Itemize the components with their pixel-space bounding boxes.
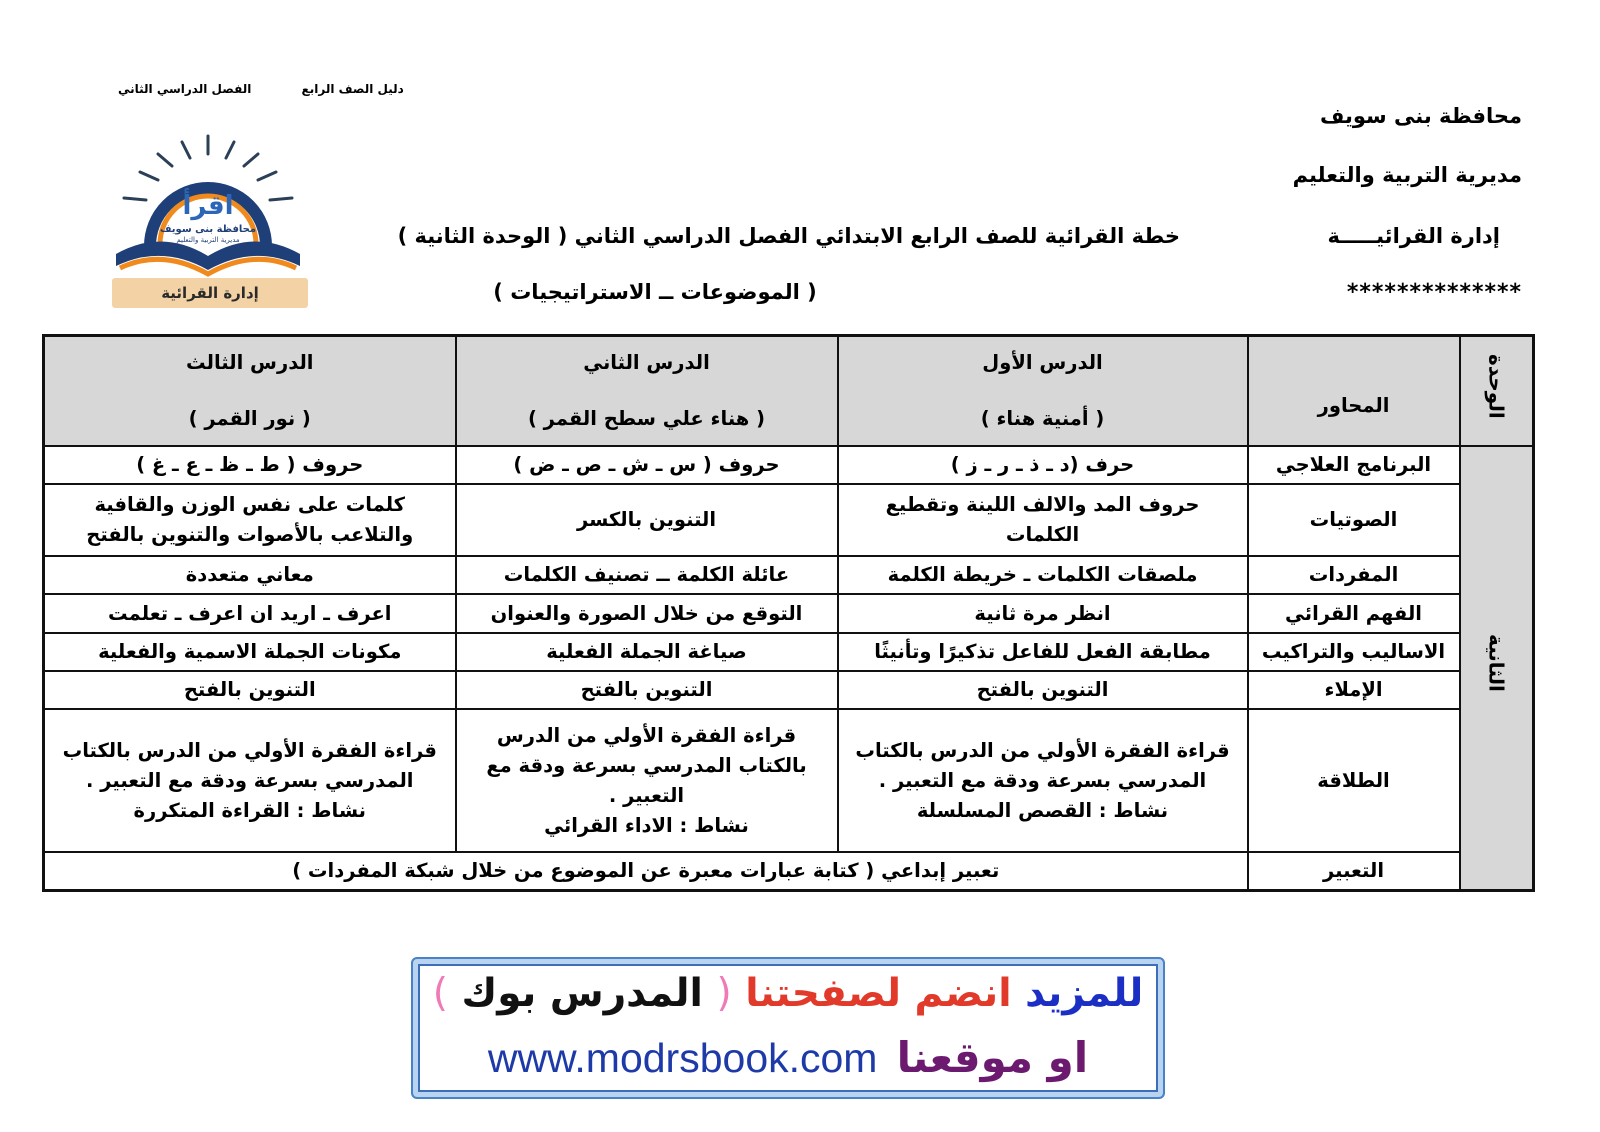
lesson-cell: مطابقة الفعل للفاعل تذكيرًا وتأنيثًا bbox=[838, 633, 1248, 671]
banner-join-text: انضم لصفحتنا bbox=[745, 971, 1012, 1016]
lesson-cell: معاني متعددة bbox=[44, 556, 456, 594]
term-label: الفصل الدراسي الثاني bbox=[118, 82, 252, 96]
banner-paren-open: ( bbox=[716, 971, 732, 1016]
table-row bbox=[44, 594, 1534, 632]
axis-cell: التعبير bbox=[1248, 852, 1460, 890]
axis-cell: المفردات bbox=[1248, 556, 1460, 594]
table-row bbox=[44, 446, 1534, 484]
axis-cell: الطلاقة bbox=[1248, 709, 1460, 852]
lesson-cell: اعرف ـ اريد ان اعرف ـ تعلمت bbox=[44, 594, 456, 632]
axis-cell: البرنامج العلاجي bbox=[1248, 446, 1460, 484]
lesson-cell: قراءة الفقرة الأولي من الدرس بالكتاب المدرسي بسرعة ودقة مع التعبير . نشاط : الاداء القرائي bbox=[456, 709, 838, 852]
lesson-cell: حروف المد والالف اللينة وتقطيع الكلمات bbox=[838, 484, 1248, 556]
plan-subtitle: ( الموضوعات ــ الاستراتيجيات ) bbox=[493, 280, 817, 304]
banner-page-name[interactable]: المدرس بوك bbox=[461, 971, 703, 1016]
lesson-cell: التوقع من خلال الصورة والعنوان bbox=[456, 594, 838, 632]
table-row bbox=[44, 633, 1534, 671]
banner-or-text: او موقعنا bbox=[896, 1033, 1089, 1082]
lesson-header-3: الدرس الثالث ( نور القمر ) bbox=[44, 336, 456, 446]
banner-more-text: للمزيد bbox=[1025, 971, 1144, 1016]
logo-line1: محافظة بنى سويف bbox=[159, 224, 257, 235]
logo-word: اقرأ bbox=[182, 191, 234, 221]
lesson-cell: التنوين بالفتح bbox=[838, 671, 1248, 709]
lesson-cell: قراءة الفقرة الأولي من الدرس بالكتاب المدرسي بسرعة ودقة مع التعبير . نشاط : القصص المسلسلة bbox=[838, 709, 1248, 852]
axis-cell: الفهم القرائي bbox=[1248, 594, 1460, 632]
lesson-cell: حرف (د ـ ذ ـ ر ـ ز ) bbox=[838, 446, 1248, 484]
lesson-cell: عائلة الكلمة ــ تصنيف الكلمات bbox=[456, 556, 838, 594]
promo-banner[interactable] bbox=[411, 957, 1165, 1099]
lesson-cell: حروف ( س ـ ش ـ ص ـ ض ) bbox=[456, 446, 838, 484]
guide-label: دليل الصف الرابع bbox=[301, 82, 404, 96]
table-row bbox=[44, 852, 1534, 890]
table-row bbox=[44, 671, 1534, 709]
banner-site-line bbox=[413, 1033, 1163, 1082]
lesson-cell: انظر مرة ثانية bbox=[838, 594, 1248, 632]
unit-name-cell: الثانية bbox=[1460, 446, 1534, 891]
logo-caption: إدارة القرائية bbox=[112, 278, 308, 308]
lesson-cell: التنوين بالكسر bbox=[456, 484, 838, 556]
axis-cell: الإملاء bbox=[1248, 671, 1460, 709]
lesson-cell: التنوين بالفتح bbox=[44, 671, 456, 709]
plan-title: خطة القرائية للصف الرابع الابتدائي الفصل الدراسي الثاني ( الوحدة الثانية ) bbox=[397, 224, 1180, 248]
logo-line2: مديرية التربية والتعليم bbox=[176, 236, 240, 244]
banner-paren-close: ) bbox=[432, 971, 448, 1016]
table-row bbox=[44, 484, 1534, 556]
expression-merged-cell: تعبير إبداعي ( كتابة عبارات معبرة عن الموضوع من خلال شبكة المفردات ) bbox=[44, 852, 1248, 890]
axis-cell: الصوتيات bbox=[1248, 484, 1460, 556]
department-title: إدارة القرائيـــــة bbox=[1327, 224, 1500, 248]
lesson-cell: التنوين بالفتح bbox=[456, 671, 838, 709]
table-row bbox=[44, 709, 1534, 852]
lesson-cell: كلمات على نفس الوزن والقافية والتلاعب بالأصوات والتنوين بالفتح bbox=[44, 484, 456, 556]
lesson-cell: ملصقات الكلمات ـ خريطة الكلمة bbox=[838, 556, 1248, 594]
literacy-plan-table bbox=[42, 334, 1535, 892]
banner-url-link[interactable]: www.modrsbook.com bbox=[487, 1035, 878, 1081]
stars-divider: ************** bbox=[1346, 280, 1522, 305]
lesson-cell: مكونات الجملة الاسمية والفعلية bbox=[44, 633, 456, 671]
lesson-cell: حروف ( ط ـ ظ ـ ع ـ غ ) bbox=[44, 446, 456, 484]
lesson-cell: قراءة الفقرة الأولي من الدرس بالكتاب المدرسي بسرعة ودقة مع التعبير . نشاط : القراءة المتكررة bbox=[44, 709, 456, 852]
table-row bbox=[44, 556, 1534, 594]
guide-line bbox=[118, 82, 404, 96]
axes-header: المحاور bbox=[1248, 336, 1460, 446]
axis-cell: الاساليب والتراكيب bbox=[1248, 633, 1460, 671]
banner-join-line bbox=[413, 971, 1163, 1016]
lesson-cell: صياغة الجملة الفعلية bbox=[456, 633, 838, 671]
table-header-row bbox=[44, 336, 1534, 446]
lesson-header-2: الدرس الثاني ( هناء علي سطح القمر ) bbox=[456, 336, 838, 446]
unit-header: الوحدة bbox=[1460, 336, 1534, 446]
directorate-title: مديرية التربية والتعليم bbox=[1292, 163, 1522, 187]
lesson-header-1: الدرس الأول ( أمنية هناء ) bbox=[838, 336, 1248, 446]
governorate-title: محافظة بنى سويف bbox=[1319, 104, 1522, 128]
